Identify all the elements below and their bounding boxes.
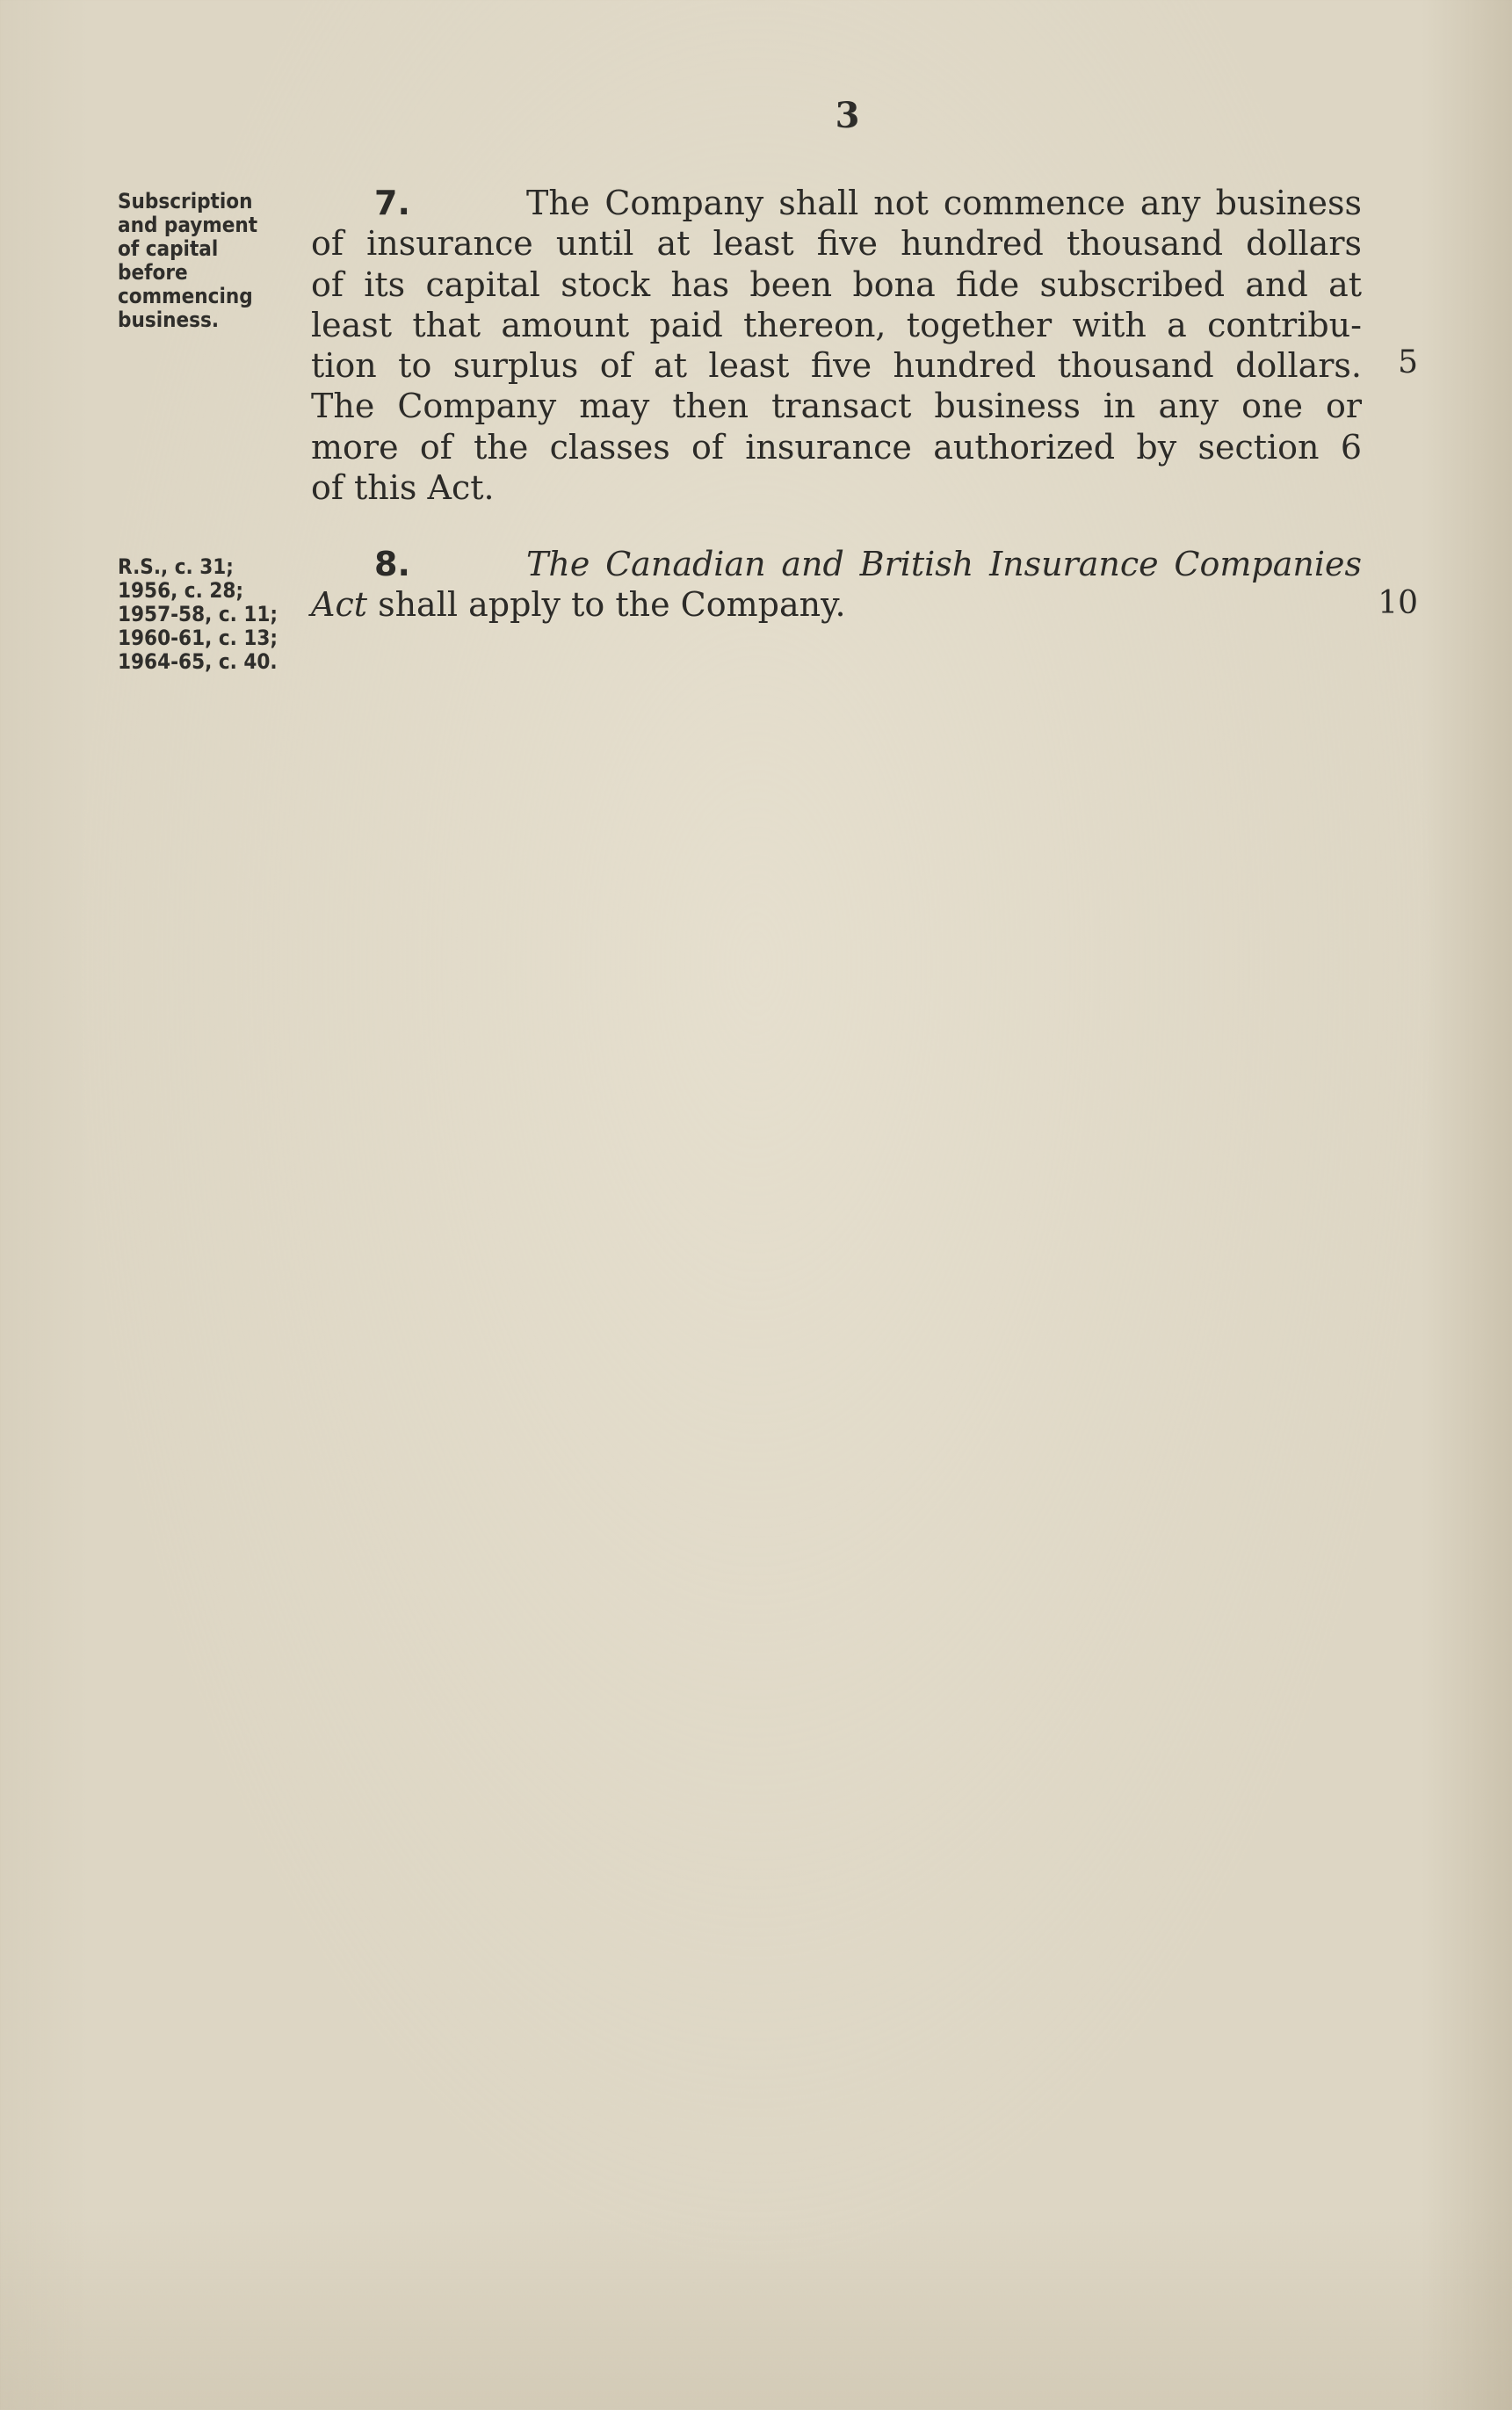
section-7-first-line <box>311 183 1362 223</box>
marginal-note-line: R.S., c. 31; <box>118 554 234 579</box>
marginal-note-section-7 <box>118 190 302 332</box>
body-line: tion to surplus of at least five hundred thousand dollars. <box>311 346 1362 386</box>
body-line-rest: shall apply to the Company. <box>367 585 846 625</box>
act-title-line: The Canadian and British Insurance Companies <box>526 545 1362 583</box>
marginal-note-line: and payment <box>118 213 258 237</box>
body-line: The Company shall not commence any business <box>526 184 1362 222</box>
section-8-first-line <box>311 544 1362 584</box>
body-line: The Company may then transact business in any one or <box>311 387 1362 426</box>
section-7-text <box>311 183 1362 508</box>
marginal-note-line: Subscription <box>118 189 253 213</box>
section-8-text <box>311 544 1362 626</box>
marginal-note-line: of capital <box>118 236 219 261</box>
marginal-note-line: 1956, c. 28; <box>118 578 244 603</box>
page-number: 3 <box>835 95 860 136</box>
marginal-note-line: business. <box>118 308 220 332</box>
body-line: more of the classes of insurance authorized by section 6 <box>311 427 1362 467</box>
line-number-5: 5 <box>1398 344 1418 380</box>
body-line: least that amount paid thereon, together with a contribu- <box>311 305 1362 344</box>
section-number: 8. <box>374 545 410 583</box>
act-title-word: Act <box>311 585 367 625</box>
section-number: 7. <box>374 184 410 222</box>
body-line <box>311 584 1362 625</box>
body-line: of its capital stock has been bona fide subscribed and at <box>311 264 1362 304</box>
marginal-note-line: 1964-65, c. 40. <box>118 649 278 674</box>
marginal-note-line: before <box>118 260 188 285</box>
body-line: of insurance until at least five hundred thousand dollars <box>311 224 1362 264</box>
marginal-note-section-8 <box>118 555 302 674</box>
line-number-10: 10 <box>1378 585 1418 621</box>
marginal-note-line: commencing <box>118 284 253 308</box>
body-line: of this Act. <box>311 468 495 508</box>
marginal-note-line: 1960-61, c. 13; <box>118 626 279 650</box>
marginal-note-line: 1957-58, c. 11; <box>118 602 279 626</box>
